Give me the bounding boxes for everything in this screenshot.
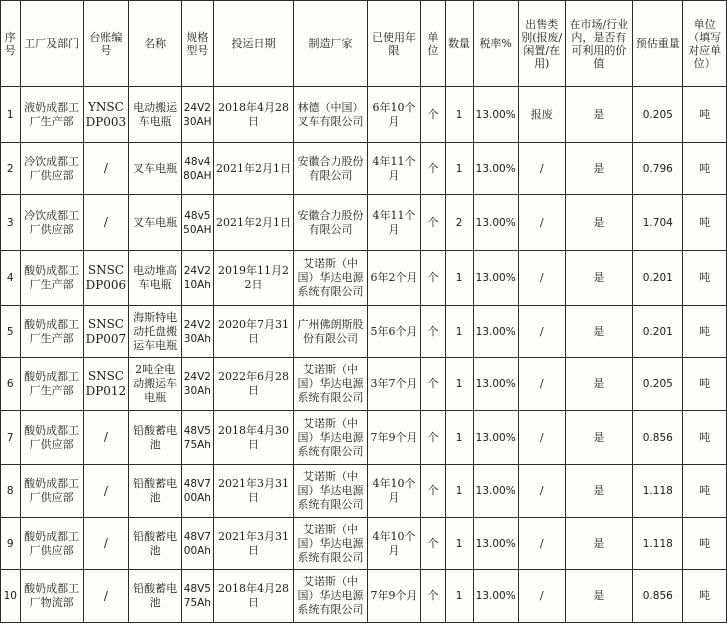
cell-est-weight: 0.205 [633,358,683,411]
cell-commission-date: 2021年3月31日 [213,518,294,570]
cell-sale-category: / [518,306,565,358]
cell-years-used: 4年10个月 [367,465,421,518]
cell-tax-rate: 13.00% [473,358,518,411]
cell-tax-rate: 13.00% [473,570,518,623]
cell-unit: 个 [421,195,445,251]
cell-manufacturer: 艾诺斯（中国）华达电源系统有限公司 [294,411,367,465]
cell-years-used: 4年11个月 [367,195,421,251]
table-row [1,518,727,570]
cell-factory-dept: 酸奶成都工厂供应部 [20,518,83,570]
header-commission-date: 投运日期 [213,1,294,87]
cell-sale-category: / [518,195,565,251]
cell-quantity: 1 [445,465,473,518]
header-quantity: 数量 [445,1,473,87]
cell-market-value: 是 [565,251,633,306]
cell-market-value: 是 [565,195,633,251]
header-name: 名称 [129,1,182,87]
table-row [1,465,727,518]
cell-sale-category: / [518,251,565,306]
cell-manufacturer: 林德（中国）叉车有限公司 [294,87,367,143]
cell-market-value: 是 [565,143,633,195]
cell-name: 叉车电瓶 [129,195,182,251]
header-spec-model: 规格型号 [182,1,214,87]
cell-commission-date: 2021年2月1日 [213,143,294,195]
cell-weight-unit: 吨 [683,358,727,411]
cell-quantity: 1 [445,358,473,411]
cell-seq: 8 [1,465,21,518]
cell-commission-date: 2019年11月22日 [213,251,294,306]
cell-market-value: 是 [565,518,633,570]
cell-est-weight: 0.205 [633,87,683,143]
cell-name: 电动搬运车电瓶 [129,87,182,143]
cell-quantity: 1 [445,87,473,143]
cell-tax-rate: 13.00% [473,306,518,358]
cell-quantity: 1 [445,306,473,358]
cell-ledger-no: / [83,195,129,251]
header-ledger-no: 台账编号 [83,1,129,87]
cell-commission-date: 2020年7月31日 [213,306,294,358]
cell-sale-category: / [518,465,565,518]
cell-spec-model: 24V230Ah [182,358,214,411]
table-row [1,570,727,623]
cell-weight-unit: 吨 [683,195,727,251]
cell-tax-rate: 13.00% [473,251,518,306]
cell-seq: 6 [1,358,21,411]
cell-factory-dept: 酸奶成都工厂生产部 [20,306,83,358]
cell-factory-dept: 酸奶成都工厂供应部 [20,465,83,518]
header-est-weight: 预估重量 [633,1,683,87]
cell-market-value: 是 [565,358,633,411]
cell-unit: 个 [421,251,445,306]
cell-unit: 个 [421,87,445,143]
cell-manufacturer: 艾诺斯（中国）华达电源系统有限公司 [294,358,367,411]
table-row [1,87,727,143]
cell-factory-dept: 液奶成都工厂生产部 [20,87,83,143]
table-row [1,358,727,411]
cell-manufacturer: 艾诺斯（中国）华达电源系统有限公司 [294,518,367,570]
cell-spec-model: 48v550AH [182,195,214,251]
header-sale-category: 出售类别(报废/闲置/在用) [518,1,565,87]
cell-manufacturer: 艾诺斯（中国）华达电源系统有限公司 [294,251,367,306]
cell-sale-category: / [518,143,565,195]
cell-est-weight: 0.796 [633,143,683,195]
cell-est-weight: 0.856 [633,411,683,465]
cell-quantity: 1 [445,518,473,570]
table-row [1,306,727,358]
cell-est-weight: 0.201 [633,306,683,358]
cell-ledger-no: SNSCDP006 [83,251,129,306]
cell-tax-rate: 13.00% [473,465,518,518]
cell-tax-rate: 13.00% [473,143,518,195]
cell-spec-model: 24V230Ah [182,306,214,358]
cell-years-used: 7年9个月 [367,411,421,465]
cell-spec-model: 48v480AH [182,143,214,195]
cell-weight-unit: 吨 [683,87,727,143]
table-row [1,195,727,251]
cell-name: 叉车电瓶 [129,143,182,195]
cell-factory-dept: 冷饮成都工厂供应部 [20,195,83,251]
header-seq: 序号 [1,1,21,87]
cell-market-value: 是 [565,306,633,358]
cell-seq: 7 [1,411,21,465]
header-years-used: 已使用年限 [367,1,421,87]
cell-manufacturer: 艾诺斯（中国）华达电源系统有限公司 [294,465,367,518]
cell-market-value: 是 [565,465,633,518]
cell-est-weight: 1.118 [633,518,683,570]
cell-spec-model: 24V210Ah [182,251,214,306]
cell-weight-unit: 吨 [683,518,727,570]
cell-ledger-no: SNSCDP012 [83,358,129,411]
cell-seq: 9 [1,518,21,570]
cell-years-used: 5年6个月 [367,306,421,358]
cell-weight-unit: 吨 [683,143,727,195]
cell-tax-rate: 13.00% [473,195,518,251]
cell-weight-unit: 吨 [683,411,727,465]
header-weight-unit: 单位（填写对应单位） [683,1,727,87]
cell-name: 铅酸蓄电池 [129,411,182,465]
table-body [1,87,727,623]
cell-quantity: 2 [445,195,473,251]
cell-tax-rate: 13.00% [473,87,518,143]
cell-name: 电动堆高车电瓶 [129,251,182,306]
cell-sale-category: / [518,358,565,411]
cell-ledger-no: YNSCDP003 [83,87,129,143]
cell-commission-date: 2018年4月30日 [213,411,294,465]
cell-unit: 个 [421,411,445,465]
cell-tax-rate: 13.00% [473,411,518,465]
cell-tax-rate: 13.00% [473,518,518,570]
cell-unit: 个 [421,306,445,358]
header-manufacturer: 制造厂家 [294,1,367,87]
cell-ledger-no: / [83,518,129,570]
cell-spec-model: 24V230AH [182,87,214,143]
cell-market-value: 是 [565,411,633,465]
cell-factory-dept: 酸奶成都工厂生产部 [20,358,83,411]
header-factory-dept: 工厂及部门 [20,1,83,87]
cell-sale-category: / [518,518,565,570]
cell-est-weight: 1.704 [633,195,683,251]
cell-spec-model: 48V575Ah [182,570,214,623]
cell-years-used: 6年2个月 [367,251,421,306]
cell-unit: 个 [421,465,445,518]
cell-factory-dept: 酸奶成都工厂供应部 [20,411,83,465]
cell-ledger-no: / [83,411,129,465]
cell-sale-category: / [518,570,565,623]
cell-weight-unit: 吨 [683,251,727,306]
cell-quantity: 1 [445,411,473,465]
cell-market-value: 是 [565,87,633,143]
cell-quantity: 1 [445,570,473,623]
cell-spec-model: 48V575Ah [182,411,214,465]
cell-years-used: 7年9个月 [367,570,421,623]
table-row [1,251,727,306]
cell-factory-dept: 酸奶成都工厂物流部 [20,570,83,623]
table-row [1,143,727,195]
cell-seq: 1 [1,87,21,143]
header-unit: 单位 [421,1,445,87]
cell-spec-model: 48V700Ah [182,465,214,518]
cell-years-used: 6年10个月 [367,87,421,143]
cell-years-used: 4年11个月 [367,143,421,195]
cell-seq: 4 [1,251,21,306]
table-row [1,411,727,465]
cell-seq: 5 [1,306,21,358]
cell-weight-unit: 吨 [683,465,727,518]
cell-quantity: 1 [445,143,473,195]
cell-name: 2吨全电动搬运车电瓶 [129,358,182,411]
cell-commission-date: 2022年6月28日 [213,358,294,411]
cell-sale-category: / [518,411,565,465]
cell-commission-date: 2021年2月1日 [213,195,294,251]
cell-commission-date: 2018年4月28日 [213,87,294,143]
cell-unit: 个 [421,358,445,411]
cell-commission-date: 2021年3月31日 [213,465,294,518]
cell-years-used: 3年7个月 [367,358,421,411]
cell-weight-unit: 吨 [683,306,727,358]
cell-factory-dept: 冷饮成都工厂供应部 [20,143,83,195]
cell-market-value: 是 [565,570,633,623]
cell-name: 铅酸蓄电池 [129,518,182,570]
cell-unit: 个 [421,143,445,195]
cell-name: 海斯特电动托盘搬运车电瓶 [129,306,182,358]
cell-quantity: 1 [445,251,473,306]
cell-sale-category: 报废 [518,87,565,143]
cell-manufacturer: 艾诺斯（中国）华达电源系统有限公司 [294,570,367,623]
cell-ledger-no: / [83,143,129,195]
cell-factory-dept: 酸奶成都工厂生产部 [20,251,83,306]
cell-weight-unit: 吨 [683,570,727,623]
cell-years-used: 4年10个月 [367,518,421,570]
header-tax-rate: 税率% [473,1,518,87]
cell-ledger-no: SNSCDP007 [83,306,129,358]
cell-ledger-no: / [83,465,129,518]
cell-manufacturer: 安徽合力股份有限公司 [294,195,367,251]
cell-unit: 个 [421,570,445,623]
cell-commission-date: 2018年4月28日 [213,570,294,623]
cell-unit: 个 [421,518,445,570]
cell-name: 铅酸蓄电池 [129,465,182,518]
cell-spec-model: 48V700Ah [182,518,214,570]
cell-est-weight: 0.201 [633,251,683,306]
cell-est-weight: 1.118 [633,465,683,518]
cell-manufacturer: 广州佛朗斯股份有限公司 [294,306,367,358]
cell-est-weight: 0.856 [633,570,683,623]
cell-seq: 2 [1,143,21,195]
cell-seq: 3 [1,195,21,251]
header-market-value: 在市场/行业内，是否有可利用的价值 [565,1,633,87]
cell-name: 铅酸蓄电池 [129,570,182,623]
header-row [1,1,727,87]
cell-manufacturer: 安徽合力股份有限公司 [294,143,367,195]
cell-seq: 10 [1,570,21,623]
cell-ledger-no: / [83,570,129,623]
